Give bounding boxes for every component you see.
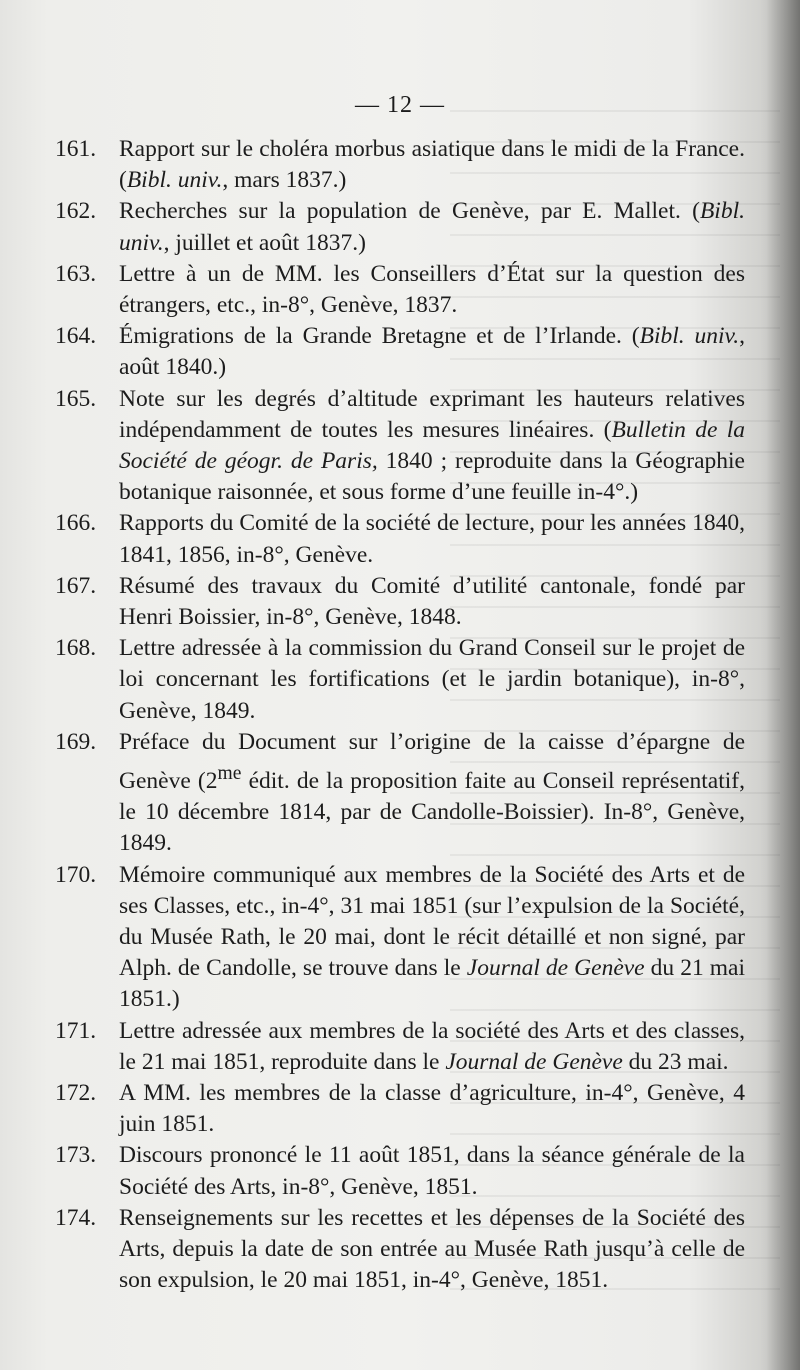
- entry-text: Préface du Document sur l’origine de la caisse d’épargne de Genève ($2^{me}$ édit. de la proposition faite au Conseil représentatif, le 10 décembre 1814, par de Candolle-Boissier). In-8°, Genève, 1849.: [119, 728, 745, 857]
- entry-number: 165.: [55, 385, 97, 412]
- bibliography-entry: [55, 196, 745, 258]
- entry-number: 161.: [55, 136, 97, 162]
- entry-number: 169.: [55, 728, 97, 755]
- entry-text: Rapports du Comité de la société de lecture, pour les années 1840, 1841, 1856, in-8°, Genève.: [119, 510, 745, 568]
- page-number: — 12 —: [355, 92, 445, 118]
- entry-text: Lettre adressée aux membres de la société des Arts et des classes, le 21 mai 1851, reproduite dans le Journal de Genève du 23 mai.: [119, 1017, 745, 1075]
- bibliography-entry: [55, 1078, 745, 1140]
- bibliography-list: [55, 134, 745, 1296]
- entry-text: Lettre adressée à la commission du Grand Conseil sur le projet de loi concernant les fortifications (et le jardin botanique), in-8°, Genève, 1849.: [119, 635, 745, 724]
- bibliography-entry: [55, 633, 745, 727]
- bibliography-entry: [55, 321, 745, 383]
- bibliography-entry: [55, 508, 745, 570]
- entry-number: 170.: [55, 861, 97, 888]
- entry-number: 171.: [55, 1017, 97, 1044]
- entry-text: Résumé des travaux du Comité d’utilité cantonale, fondé par Henri Boissier, in-8°, Genève, 1848.: [119, 572, 745, 631]
- entry-text: Renseignements sur les recettes et les dépenses de la Société des Arts, depuis la date de son entrée au Musée Rath jusqu’à celle de son expulsion, le 20 mai 1851, in-4°, Genève, 1851.: [119, 1204, 745, 1294]
- entry-number: 174.: [55, 1204, 97, 1231]
- entry-text: Discours prononcé le 11 août 1851, dans la séance générale de la Société des Arts, in-8°, Genève, 1851.: [119, 1142, 745, 1200]
- entry-text: Mémoire communiqué aux membres de la Société des Arts et de ses Classes, etc., in-4°, 31 mai 1851 (sur l’expulsion de la Société, du Musée Rath, le 20 mai, dont le récit détaillé et non signé, par Alph. de Candolle, se trouve dans le Journal de Genève du 21 mai 1851.): [119, 861, 745, 1013]
- entry-text: Recherches sur la population de Genève, par E. Mallet. (Bibl. univ., juillet et août 1837.): [119, 198, 745, 256]
- entry-text: Émigrations de la Grande Bretagne et de l’Irlande. (Bibl. univ., août 1840.): [119, 323, 745, 381]
- bibliography-entry: [55, 727, 745, 860]
- bibliography-entry: [55, 571, 745, 633]
- entry-number: 164.: [55, 323, 97, 350]
- entry-number: 166.: [55, 510, 97, 537]
- bibliography-entry: [55, 259, 745, 321]
- bibliography-entry: [55, 134, 745, 196]
- bibliography-entry: [55, 1140, 745, 1202]
- bibliography-entry: [55, 1016, 745, 1078]
- entry-number: 168.: [55, 635, 97, 662]
- entry-number: 163.: [55, 260, 97, 287]
- entry-number: 167.: [55, 572, 97, 599]
- entry-number: 173.: [55, 1142, 97, 1169]
- entry-text: A MM. les membres de la classe d’agriculture, in-4°, Genève, 4 juin 1851.: [119, 1079, 745, 1138]
- entry-number: 162.: [55, 198, 97, 225]
- entry-text: Note sur les degrés d’altitude exprimant les hauteurs relatives indépendamment de toutes les mesures linéaires. (Bulletin de la Société de géogr. de Paris, 1840 ; reproduite dans la Géographie botanique raisonnée, et sous forme d’une feuille in-4°.): [119, 385, 745, 506]
- entry-number: 172.: [55, 1079, 97, 1106]
- bibliography-entry: [55, 384, 745, 509]
- gutter-shadow: [766, 0, 800, 1370]
- entry-text: Lettre à un de MM. les Conseillers d’État sur la question des étrangers, etc., in-8°, Genève, 1837.: [119, 260, 745, 319]
- bibliography-entry: [55, 1203, 745, 1297]
- bibliography-entry: [55, 860, 745, 1016]
- entry-text: Rapport sur le choléra morbus asiatique dans le midi de la France. (Bibl. univ., mars 1837.): [119, 136, 745, 194]
